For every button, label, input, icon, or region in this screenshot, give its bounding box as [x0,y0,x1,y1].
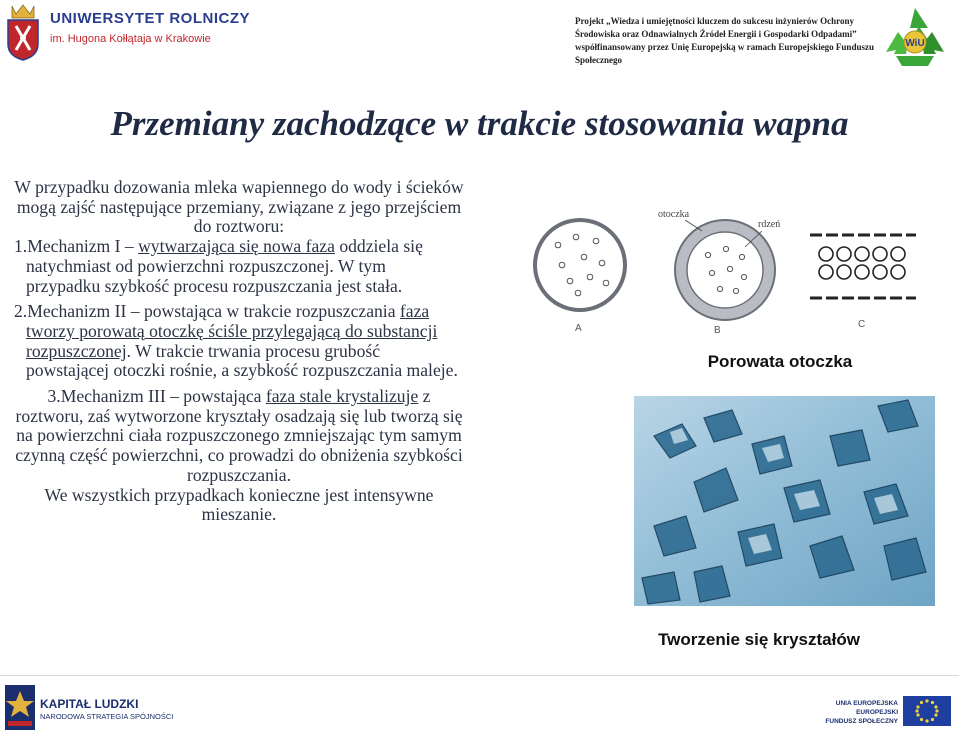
conclusion-paragraph: We wszystkich przypadkach konieczne jest intensywne mieszanie. [44,484,434,525]
label-core: rdzeń [758,219,781,230]
mechanism-2-prefix: 2.Mechanizm II – powstająca w trakcie rozpuszczania [14,301,400,322]
mechanism-1-prefix: 1.Mechanizm I – [14,236,139,257]
eu-line-1: UNIA EUROPEJSKA [835,700,898,707]
university-crest-logo [4,2,42,62]
label-shell: otoczka [658,209,690,220]
label-a: A [575,323,582,334]
particle-a [535,220,625,310]
mechanism-1-rest: oddziela się natychmiast od powierzchni rozpuszczonej. W tym przypadku szybkość procesu rozpuszczania jest stała. [26,236,423,296]
page-title: Przemiany zachodzące w trakcie stosowania wapna [110,104,849,143]
crystals-photo [634,396,935,606]
kapital-ludzki-name: KAPITAŁ LUDZKI [40,697,139,711]
wiu-logo-text: WiU [905,38,925,49]
university-subtitle: im. Hugona Kołłątaja w Krakowie [50,33,211,45]
mechanism-3-underlined: faza stale krystalizuje [265,386,419,407]
eu-fund-text [820,699,898,726]
eu-line-2: EUROPEJSKI [856,709,898,716]
mechanism-3-prefix: 3.Mechanizm III – powstająca [47,386,266,407]
mechanism-3-rest: z roztworu, zaś wytworzone kryształy osadzają się lub tworzą się na powierzchni ciała rozpuszczonego zmniejszając tym samym czynną część powierzchni, co prowadzi do obniżenia szybkości rozpuszczania. [15,386,463,485]
mechanism-2-rest: . W trakcie trwania procesu grubość powstającej otoczki rośnie, a szybkość rozpuszczania maleje. [26,340,458,381]
porous-shell-diagram [530,205,940,340]
label-c: C [858,319,866,330]
intro-paragraph: W przypadku dozowania mleka wapiennego do wody i ścieków mogą zajść następujące przemiany, związane z jego przejściem do roztworu: [14,177,464,237]
mechanism-2-underlined: faza tworzy porowatą otoczkę ściśle przylegającą do substancji rozpuszczonej [26,301,438,361]
particle-c-circles [819,247,905,279]
mechanism-3-paragraph [14,387,464,486]
recycle-wiu-logo [880,4,950,68]
footer-divider [0,675,959,676]
label-b: B [714,325,721,336]
diagram-caption: Porowata otoczka [707,352,853,371]
particle-b-core [687,232,763,308]
body-text [14,178,464,525]
mechanism-1-paragraph [14,237,464,296]
kapital-ludzki-logo [5,685,35,730]
mechanism-2-paragraph [14,302,464,381]
kapital-ludzki-subtitle: NARODOWA STRATEGIA SPÓJNOŚCI [40,712,174,721]
mechanism-1-underlined: wytwarzająca się nowa faza [138,236,335,257]
eu-flag-icon [903,696,951,726]
project-description: Projekt „Wiedza i umiejętności kluczem do sukcesu inżynierów Ochrony Środowiska oraz Odnawialnych Źródeł Energii i Gospodarki Odpadami” współfinansowany przez Unię Europejską w ramach Europejskiego Funduszu Społecznego [575,16,874,65]
photo-caption: Tworzenie się kryształów [658,630,860,649]
university-name: UNIWERSYTET ROLNICZY [50,10,250,27]
eu-line-3: FUNDUSZ SPOŁECZNY [825,718,898,725]
